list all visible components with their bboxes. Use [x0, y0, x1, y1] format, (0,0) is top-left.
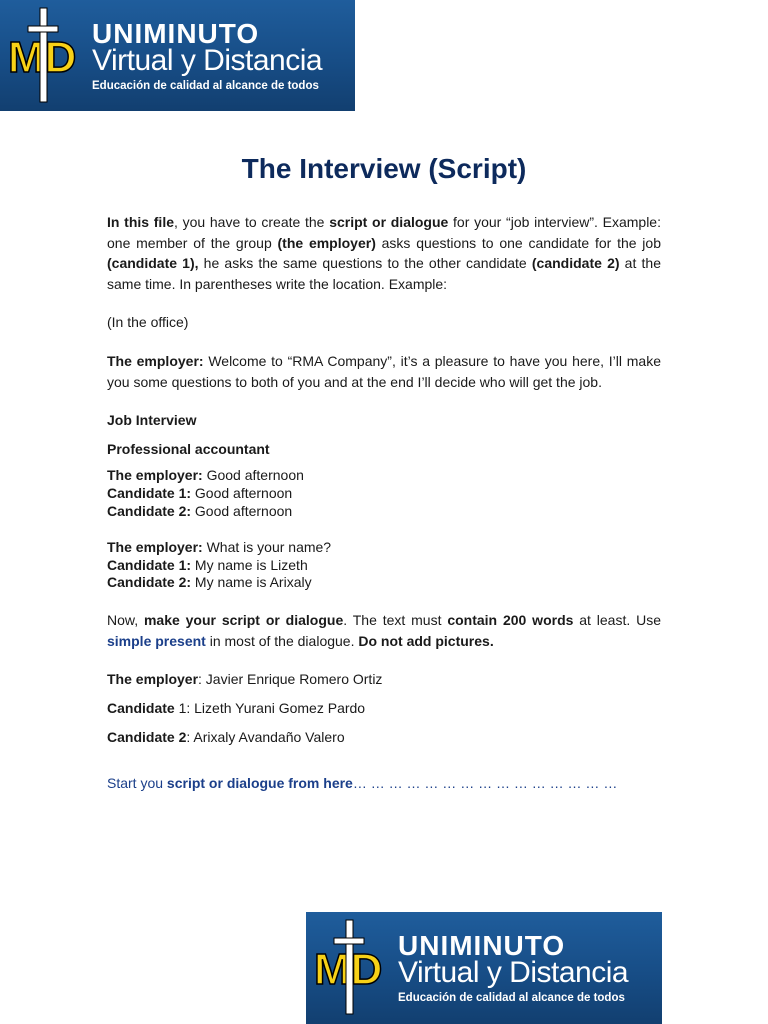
heading-text: Job Interview — [107, 412, 197, 429]
role-line — [107, 727, 661, 748]
spacer — [107, 392, 661, 410]
role-label: The employer — [107, 671, 199, 688]
speaker-label: Candidate 2: — [107, 502, 192, 519]
location-note: (In the office) — [107, 314, 189, 331]
speaker-label: The employer: — [107, 352, 204, 369]
intro-text: asks questions to one candidate for the job — [375, 234, 661, 251]
speaker-label: The employer: — [107, 467, 203, 484]
role-label: Candidate — [107, 699, 175, 716]
instruction-text: in most of the dialogue. — [205, 632, 359, 649]
instruction-text: Now, — [107, 612, 144, 629]
role-line — [107, 698, 661, 719]
speech-text: Good afternoon — [191, 485, 293, 502]
role-line — [107, 669, 661, 690]
instruction-text: at least. Use — [573, 612, 662, 629]
spacer — [107, 747, 661, 765]
role-label: Candidate 2 — [107, 728, 187, 745]
dialogue-block-greeting — [107, 467, 661, 520]
spacer — [107, 592, 661, 610]
spacer — [107, 459, 661, 467]
instruction-bold: make your script or dialogue — [143, 612, 344, 629]
speaker-label: Candidate 1: — [107, 556, 192, 573]
speech-text: Welcome to “RMA Company”, it’s a pleasure to have you here, I’ll make you some questions to both of you and at the end I’ll decide who will get the job. — [107, 352, 661, 390]
dialogue-line — [107, 467, 661, 485]
speech-text: What is your name? — [202, 538, 332, 555]
intro-text: at the same time. In parentheses write the location. Example: — [107, 255, 661, 292]
speaker-label: The employer: — [107, 538, 203, 555]
instruction-bold: Do not add pictures. — [358, 632, 494, 649]
logo-subtitle: Virtual y Distancia — [398, 956, 629, 989]
position-heading — [107, 439, 661, 460]
spacer — [107, 765, 661, 773]
instruction-text: . The text must — [343, 612, 448, 629]
spacer — [107, 521, 661, 539]
intro-paragraph — [107, 212, 661, 294]
role-person: : Arixaly Avandaño Valero — [186, 728, 345, 745]
spacer — [107, 294, 661, 312]
instruction-bold: contain 200 words — [447, 612, 574, 629]
spacer — [107, 719, 661, 727]
page-title: The Interview (Script) — [241, 152, 527, 184]
start-text: Start you — [107, 775, 167, 792]
footer-logo — [306, 912, 662, 1024]
intro-text: he asks the same questions to the other candidate — [198, 255, 532, 272]
role-person: 1: Lizeth Yurani Gomez Pardo — [174, 699, 366, 716]
start-dots: … … … … … … … … … … … … … … … — [352, 775, 618, 792]
speaker-label: Candidate 1: — [107, 485, 192, 502]
intro-bold: (the employer) — [277, 234, 376, 251]
job-interview-heading — [107, 410, 661, 431]
speech-text: Good afternoon — [202, 467, 304, 484]
spacer — [107, 431, 661, 439]
intro-bold: (candidate 1), — [107, 255, 199, 272]
spacer — [107, 651, 661, 669]
dialogue-line — [107, 574, 661, 592]
dialogue-line — [107, 557, 661, 575]
logo-subtitle: Virtual y Distancia — [92, 44, 323, 77]
speech-text: Good afternoon — [191, 502, 293, 519]
start-bold: script or dialogue from here — [166, 775, 353, 792]
header-logo — [0, 0, 355, 111]
intro-bold: (candidate 2) — [531, 255, 620, 272]
logo-brand: UNIMINUTO — [398, 930, 566, 961]
dialogue-line — [107, 539, 661, 557]
spacer — [107, 333, 661, 351]
heading-text: Professional accountant — [107, 440, 270, 457]
intro-bold: In this file — [107, 214, 174, 230]
start-line — [107, 773, 661, 794]
dialogue-line — [107, 503, 661, 521]
logo-tagline: Educación de calidad al alcance de todos — [92, 80, 319, 92]
intro-text: , you have to create the — [174, 214, 330, 230]
dialogue-line — [107, 485, 661, 503]
logo-tagline: Educación de calidad al alcance de todos — [398, 992, 625, 1004]
speech-text: My name is Arixaly — [191, 574, 312, 591]
speaker-label: Candidate 2: — [107, 574, 192, 591]
md-cross-logo-icon — [312, 918, 388, 1016]
logo-brand: UNIMINUTO — [92, 18, 260, 49]
role-person: : Javier Enrique Romero Ortiz — [198, 671, 383, 688]
instructions-paragraph — [107, 610, 661, 651]
speech-text: My name is Lizeth — [191, 556, 308, 573]
intro-bold: script or dialogue — [329, 214, 449, 230]
instruction-highlight: simple present — [107, 632, 206, 649]
dialogue-block-names — [107, 539, 661, 592]
spacer — [107, 690, 661, 698]
md-cross-logo-icon — [6, 6, 82, 104]
document-body — [107, 212, 661, 794]
intro-text: for your “job interview”. Example: one member of the group — [107, 214, 661, 251]
welcome-paragraph — [107, 351, 661, 392]
